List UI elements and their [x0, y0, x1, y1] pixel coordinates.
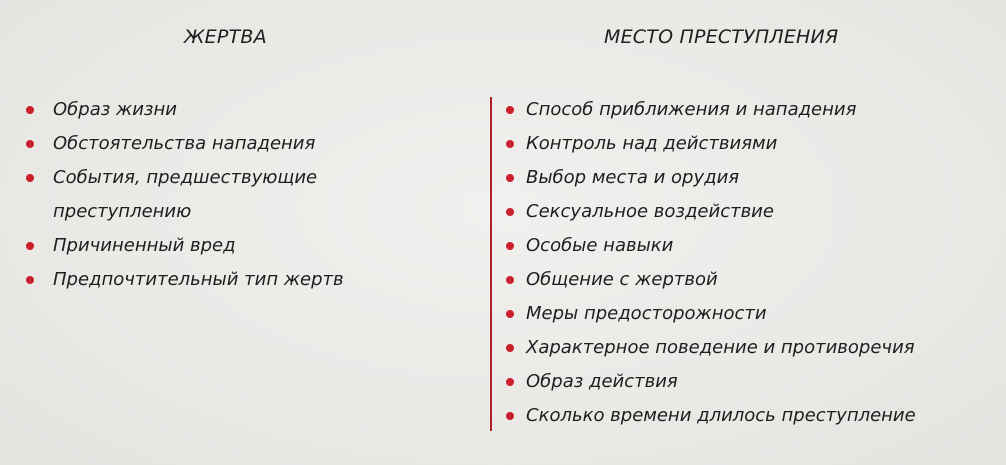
victim-item-label: Обстоятельства нападения: [53, 133, 316, 154]
bullet-icon: [506, 106, 514, 114]
bullet-icon: [506, 378, 514, 386]
bullet-icon: [506, 310, 514, 318]
crime-scene-item: [506, 229, 1006, 263]
bullet-icon: [506, 242, 514, 250]
column-divider: [490, 97, 492, 431]
crime-scene-item: [506, 331, 1006, 365]
crime-scene-item-label: Общение с жертвой: [526, 269, 718, 290]
crime-scene-item: [506, 365, 1006, 399]
crime-scene-item: [506, 399, 1006, 433]
victim-item-lifestyle: [26, 93, 446, 127]
victim-item-label: Образ жизни: [53, 99, 177, 120]
crime-scene-item-label: Образ действия: [526, 371, 678, 392]
victim-item-preferred-type: [26, 263, 446, 297]
crime-scene-item-label: Контроль над действиями: [526, 133, 778, 154]
crime-scene-item-label: Характерное поведение и противоречия: [526, 337, 915, 358]
bullet-icon: [26, 242, 34, 250]
crime-scene-item-label: Способ приближения и нападения: [526, 99, 857, 120]
crime-scene-item: [506, 127, 1006, 161]
victim-item-label: События, предшествующие: [53, 167, 318, 188]
bullet-icon: [506, 208, 514, 216]
bullet-icon: [506, 174, 514, 182]
bullet-icon: [506, 276, 514, 284]
crime-scene-item-label: Сексуальное воздействие: [526, 201, 774, 222]
crime-scene-item: [506, 297, 1006, 331]
victim-item-label-continued: преступлению: [53, 201, 192, 222]
bullet-icon: [506, 412, 514, 420]
victim-list: [26, 93, 446, 297]
crime-scene-item-label: Сколько времени длилось преступление: [526, 405, 916, 426]
bullet-icon: [506, 344, 514, 352]
bullet-icon: [506, 140, 514, 148]
victim-item-attack-circumstances: [26, 127, 446, 161]
bullet-icon: [26, 106, 34, 114]
victim-item-harm-caused: [26, 229, 446, 263]
victim-item-preceding-events: [26, 161, 446, 229]
victim-heading: ЖЕРТВА: [184, 26, 267, 48]
crime-scene-list: [506, 93, 1006, 433]
bullet-icon: [26, 140, 34, 148]
crime-scene-item-label: Особые навыки: [526, 235, 674, 256]
crime-scene-item: [506, 161, 1006, 195]
crime-scene-item-label: Выбор места и орудия: [526, 167, 740, 188]
crime-scene-item-label: Меры предосторожности: [526, 303, 767, 324]
bullet-icon: [26, 174, 34, 182]
crime-scene-item: [506, 195, 1006, 229]
bullet-icon: [26, 276, 34, 284]
crime-scene-item: [506, 263, 1006, 297]
crime-scene-item: [506, 93, 1006, 127]
victim-item-label: Предпочтительный тип жертв: [53, 269, 344, 290]
victim-item-label: Причиненный вред: [53, 235, 236, 256]
crime-scene-heading: МЕСТО ПРЕСТУПЛЕНИЯ: [604, 26, 839, 48]
